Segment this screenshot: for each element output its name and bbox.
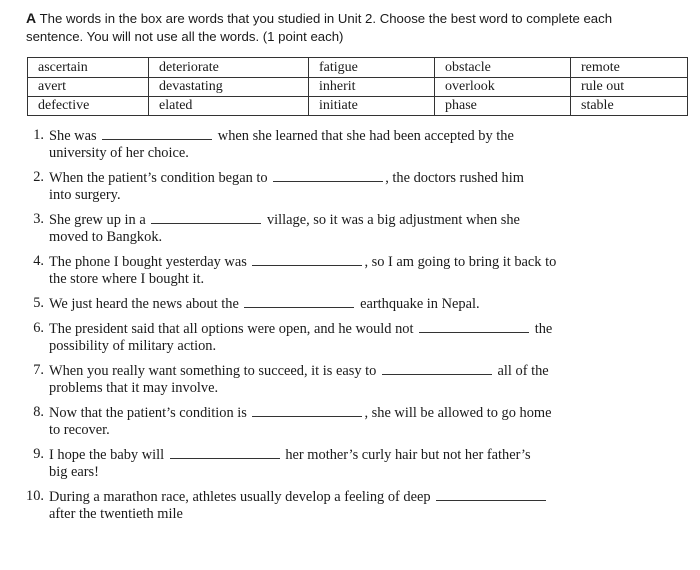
sentence-text-before: The phone I bought yesterday was xyxy=(49,254,247,270)
word-box-row xyxy=(28,58,688,78)
sentence-text-before: She was xyxy=(49,128,97,144)
sentence-number: 4. xyxy=(33,253,44,269)
word-cell: ascertain xyxy=(28,58,149,78)
answer-blank[interactable] xyxy=(252,253,362,266)
sentence-text-before: When the patient’s condition began to xyxy=(49,170,268,186)
sentence-text-after: all of the xyxy=(497,363,549,379)
word-box-row xyxy=(28,97,688,116)
sentence-text-after: the xyxy=(534,321,553,337)
sentence-item xyxy=(24,253,644,288)
answer-blank[interactable] xyxy=(273,169,383,182)
sentence-continuation: into surgery. xyxy=(49,187,121,203)
sentence-item xyxy=(24,320,644,355)
sentence-number: 1. xyxy=(33,127,44,143)
sentence-text-after: , she will be allowed to go home xyxy=(364,405,552,421)
sentence-continuation: moved to Bangkok. xyxy=(49,229,163,245)
sentence-text-after: her mother’s curly hair but not her father’s xyxy=(285,447,531,463)
sentence-number: 7. xyxy=(33,362,44,378)
sentence-continuation: possibility of military action. xyxy=(49,338,217,354)
sentence-text-after: , so I am going to bring it back to xyxy=(364,254,557,270)
sentence-number: 9. xyxy=(33,446,44,462)
word-cell: inherit xyxy=(309,78,435,97)
answer-blank[interactable] xyxy=(436,488,546,501)
sentence-text-after: when she learned that she had been accepted by the xyxy=(217,128,514,144)
sentence-number: 6. xyxy=(33,320,44,336)
sentence-item xyxy=(24,362,644,397)
answer-blank[interactable] xyxy=(102,127,212,140)
sentence-text-before: I hope the baby will xyxy=(49,447,165,463)
sentence-continuation: the store where I bought it. xyxy=(49,271,205,287)
sentence-number: 3. xyxy=(33,211,44,227)
section-letter: A xyxy=(26,10,37,26)
sentence-number: 2. xyxy=(33,169,44,185)
word-cell: initiate xyxy=(309,97,435,116)
sentence-text-before: The president said that all options were open, and he would not xyxy=(49,321,414,337)
sentence-item xyxy=(24,211,644,246)
sentence-continuation: to recover. xyxy=(49,422,110,438)
sentence-text-before: When you really want something to succeed, it is easy to xyxy=(49,363,377,379)
sentence-number: 5. xyxy=(33,295,44,311)
word-cell: obstacle xyxy=(435,58,571,78)
answer-blank[interactable] xyxy=(170,446,280,459)
word-cell: devastating xyxy=(149,78,309,97)
sentence-item xyxy=(24,127,644,162)
word-box-row xyxy=(28,78,688,97)
word-cell: rule out xyxy=(571,78,688,97)
answer-blank[interactable] xyxy=(252,404,362,417)
sentence-text-before: She grew up in a xyxy=(49,212,146,228)
sentence-text-before: We just heard the news about the xyxy=(49,296,239,312)
word-cell: deteriorate xyxy=(149,58,309,78)
sentence-continuation: after the twentieth mile xyxy=(49,506,183,522)
sentence-continuation: problems that it may involve. xyxy=(49,380,219,396)
sentence-item xyxy=(24,446,644,481)
word-cell: elated xyxy=(149,97,309,116)
sentence-text-after: village, so it was a big adjustment when she xyxy=(266,212,520,228)
sentence-text-after: earthquake in Nepal. xyxy=(360,296,480,312)
word-cell: defective xyxy=(28,97,149,116)
word-cell: phase xyxy=(435,97,571,116)
sentence-item xyxy=(24,488,644,523)
word-cell: overlook xyxy=(435,78,571,97)
sentence-continuation: big ears! xyxy=(49,464,99,480)
word-cell: remote xyxy=(571,58,688,78)
sentence-item xyxy=(24,404,644,439)
sentence-item xyxy=(24,295,644,313)
answer-blank[interactable] xyxy=(419,320,529,333)
sentence-number: 10. xyxy=(26,488,44,504)
word-cell: fatigue xyxy=(309,58,435,78)
instructions-header xyxy=(26,9,666,46)
answer-blank[interactable] xyxy=(151,211,261,224)
sentence-text-after: , the doctors rushed him xyxy=(385,170,524,186)
word-box xyxy=(27,57,688,116)
sentence-list xyxy=(24,127,644,530)
answer-blank[interactable] xyxy=(244,295,354,308)
word-cell: stable xyxy=(571,97,688,116)
sentence-text-before: Now that the patient’s condition is xyxy=(49,405,247,421)
instructions-text: The words in the box are words that you studied in Unit 2. Choose the best word to complete each sentence. You will not use all the words. (1 point each) xyxy=(26,11,613,44)
sentence-number: 8. xyxy=(33,404,44,420)
sentence-item xyxy=(24,169,644,204)
sentence-continuation: university of her choice. xyxy=(49,145,189,161)
answer-blank[interactable] xyxy=(382,362,492,375)
word-cell: avert xyxy=(28,78,149,97)
sentence-text-before: During a marathon race, athletes usually develop a feeling of deep xyxy=(49,489,431,505)
